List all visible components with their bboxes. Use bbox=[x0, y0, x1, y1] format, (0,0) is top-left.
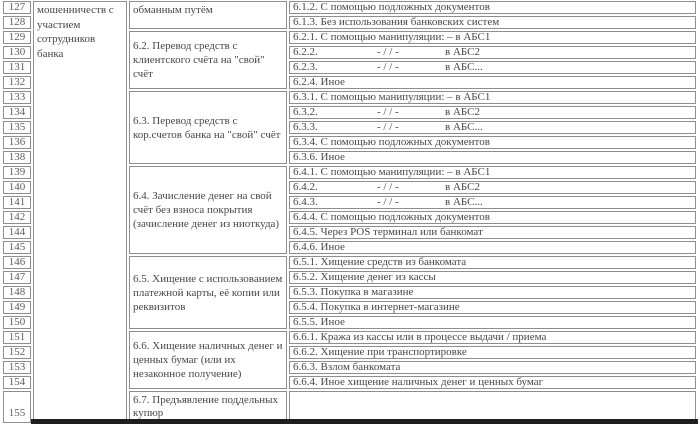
row-number-cell: 155 bbox=[3, 391, 31, 423]
subcategory-part: - / / - bbox=[377, 121, 399, 133]
subcategory-cell: 6.5.4. Покупка в интернет-магазине bbox=[289, 301, 696, 314]
subcategory-part: в АБС2 bbox=[445, 106, 480, 118]
subcategory-cell: 6.5.1. Хищение средств из банкомата bbox=[289, 256, 696, 269]
category-cell: 6.3. Перевод средств с кор.счетов банка на "свой" счёт bbox=[129, 91, 287, 164]
subcategory-part: 6.2.2. bbox=[293, 46, 318, 58]
row-number-cell: 138 bbox=[3, 151, 31, 164]
subcategory-cell bbox=[289, 121, 696, 134]
subcategory-cell: 6.5.5. Иное bbox=[289, 316, 696, 329]
table-body bbox=[3, 1, 696, 423]
row-number-cell: 153 bbox=[3, 361, 31, 374]
row-number-cell: 146 bbox=[3, 256, 31, 269]
subcategory-part: в АБС2 bbox=[445, 46, 480, 58]
subcategory-cell bbox=[289, 196, 696, 209]
table-row bbox=[3, 1, 696, 14]
row-number-cell: 147 bbox=[3, 271, 31, 284]
subcategory-part: в АБС... bbox=[445, 61, 483, 73]
subcategory-part: 6.4.2. bbox=[293, 181, 318, 193]
row-number-cell: 149 bbox=[3, 301, 31, 314]
subcategory-part: - / / - bbox=[377, 181, 399, 193]
subcategory-cell: 6.3.1. С помощью манипуляции: – в АБС1 bbox=[289, 91, 696, 104]
subcategory-cell: 6.5.3. Покупка в магазине bbox=[289, 286, 696, 299]
row-number-cell: 133 bbox=[3, 91, 31, 104]
subcategory-part: - / / - bbox=[377, 61, 399, 73]
row-number-cell: 134 bbox=[3, 106, 31, 119]
row-number-cell: 135 bbox=[3, 121, 31, 134]
subcategory-part: в АБС... bbox=[445, 196, 483, 208]
row-number-cell: 127 bbox=[3, 1, 31, 14]
subcategory-cell: 6.3.6. Иное bbox=[289, 151, 696, 164]
subcategory-part: 6.4.3. bbox=[293, 196, 318, 208]
row-number-cell: 151 bbox=[3, 331, 31, 344]
category-cell: 6.7. Предъявление поддельных купюр bbox=[129, 391, 287, 423]
category-cell: 6.4. Зачисление денег на свой счёт без взноса покрытия (зачисление денег из ниоткуда) bbox=[129, 166, 287, 254]
subcategory-cell: 6.1.2. С помощью подложных документов bbox=[289, 1, 696, 14]
row-number-cell: 142 bbox=[3, 211, 31, 224]
subcategory-cell bbox=[289, 46, 696, 59]
subcategory-cell bbox=[289, 106, 696, 119]
row-number-cell: 139 bbox=[3, 166, 31, 179]
row-number-cell: 128 bbox=[3, 16, 31, 29]
row-number-cell: 145 bbox=[3, 241, 31, 254]
row-number-cell: 144 bbox=[3, 226, 31, 239]
row-number-cell: 140 bbox=[3, 181, 31, 194]
category-cell: 6.2. Перевод средств с клиентского счёта на "свой" счёт bbox=[129, 31, 287, 89]
subcategory-cell bbox=[289, 61, 696, 74]
subcategory-part: 6.3.3. bbox=[293, 121, 318, 133]
subcategory-cell: 6.6.1. Кража из кассы или в процессе выдачи / приема bbox=[289, 331, 696, 344]
subcategory-cell: 6.1.3. Без использования банковских систем bbox=[289, 16, 696, 29]
row-number-cell: 150 bbox=[3, 316, 31, 329]
subcategory-part: в АБС... bbox=[445, 121, 483, 133]
row-number-cell: 132 bbox=[3, 76, 31, 89]
subcategory-part: 6.3.2. bbox=[293, 106, 318, 118]
subcategory-cell: 6.6.3. Взлом банкомата bbox=[289, 361, 696, 374]
subcategory-cell bbox=[289, 181, 696, 194]
row-number-cell: 141 bbox=[3, 196, 31, 209]
row-number-cell: 148 bbox=[3, 286, 31, 299]
category-cell: 6.5. Хищение с использованием платежной карты, её копии или реквизитов bbox=[129, 256, 287, 329]
subcategory-part: в АБС2 bbox=[445, 181, 480, 193]
row-number-cell: 131 bbox=[3, 61, 31, 74]
subcategory-cell: 6.4.6. Иное bbox=[289, 241, 696, 254]
subcategory-part: - / / - bbox=[377, 196, 399, 208]
subcategory-cell: 6.6.4. Иное хищение наличных денег и ценных бумаг bbox=[289, 376, 696, 389]
subcategory-part: - / / - bbox=[377, 46, 399, 58]
row-number-cell: 130 bbox=[3, 46, 31, 59]
subcategory-part: - / / - bbox=[377, 106, 399, 118]
fraud-type-cell: мошенничеств с участием сотрудников банка bbox=[33, 1, 127, 423]
subcategory-cell: 6.5.2. Хищение денег из кассы bbox=[289, 271, 696, 284]
subcategory-cell: 6.3.4. С помощью подложных документов bbox=[289, 136, 696, 149]
row-number-cell: 136 bbox=[3, 136, 31, 149]
row-number-cell: 154 bbox=[3, 376, 31, 389]
category-cell: 6.6. Хищение наличных денег и ценных бумаг (или их незаконное получение) bbox=[129, 331, 287, 389]
subcategory-cell: 6.4.1. С помощью манипуляции: – в АБС1 bbox=[289, 166, 696, 179]
category-cell: обманным путём bbox=[129, 1, 287, 29]
row-number-cell: 129 bbox=[3, 31, 31, 44]
subcategory-cell: 6.4.5. Через POS терминал или банкомат bbox=[289, 226, 696, 239]
row-number-cell: 152 bbox=[3, 346, 31, 359]
subcategory-cell: 6.6.2. Хищение при транспортировке bbox=[289, 346, 696, 359]
subcategory-cell: 6.4.4. С помощью подложных документов bbox=[289, 211, 696, 224]
subcategory-cell: 6.2.1. С помощью манипуляции: – в АБС1 bbox=[289, 31, 696, 44]
subcategory-part: 6.2.3. bbox=[293, 61, 318, 73]
table-bottom-edge bbox=[31, 419, 698, 424]
subcategory-cell: 6.2.4. Иное bbox=[289, 76, 696, 89]
fraud-classification-table bbox=[1, 0, 698, 425]
